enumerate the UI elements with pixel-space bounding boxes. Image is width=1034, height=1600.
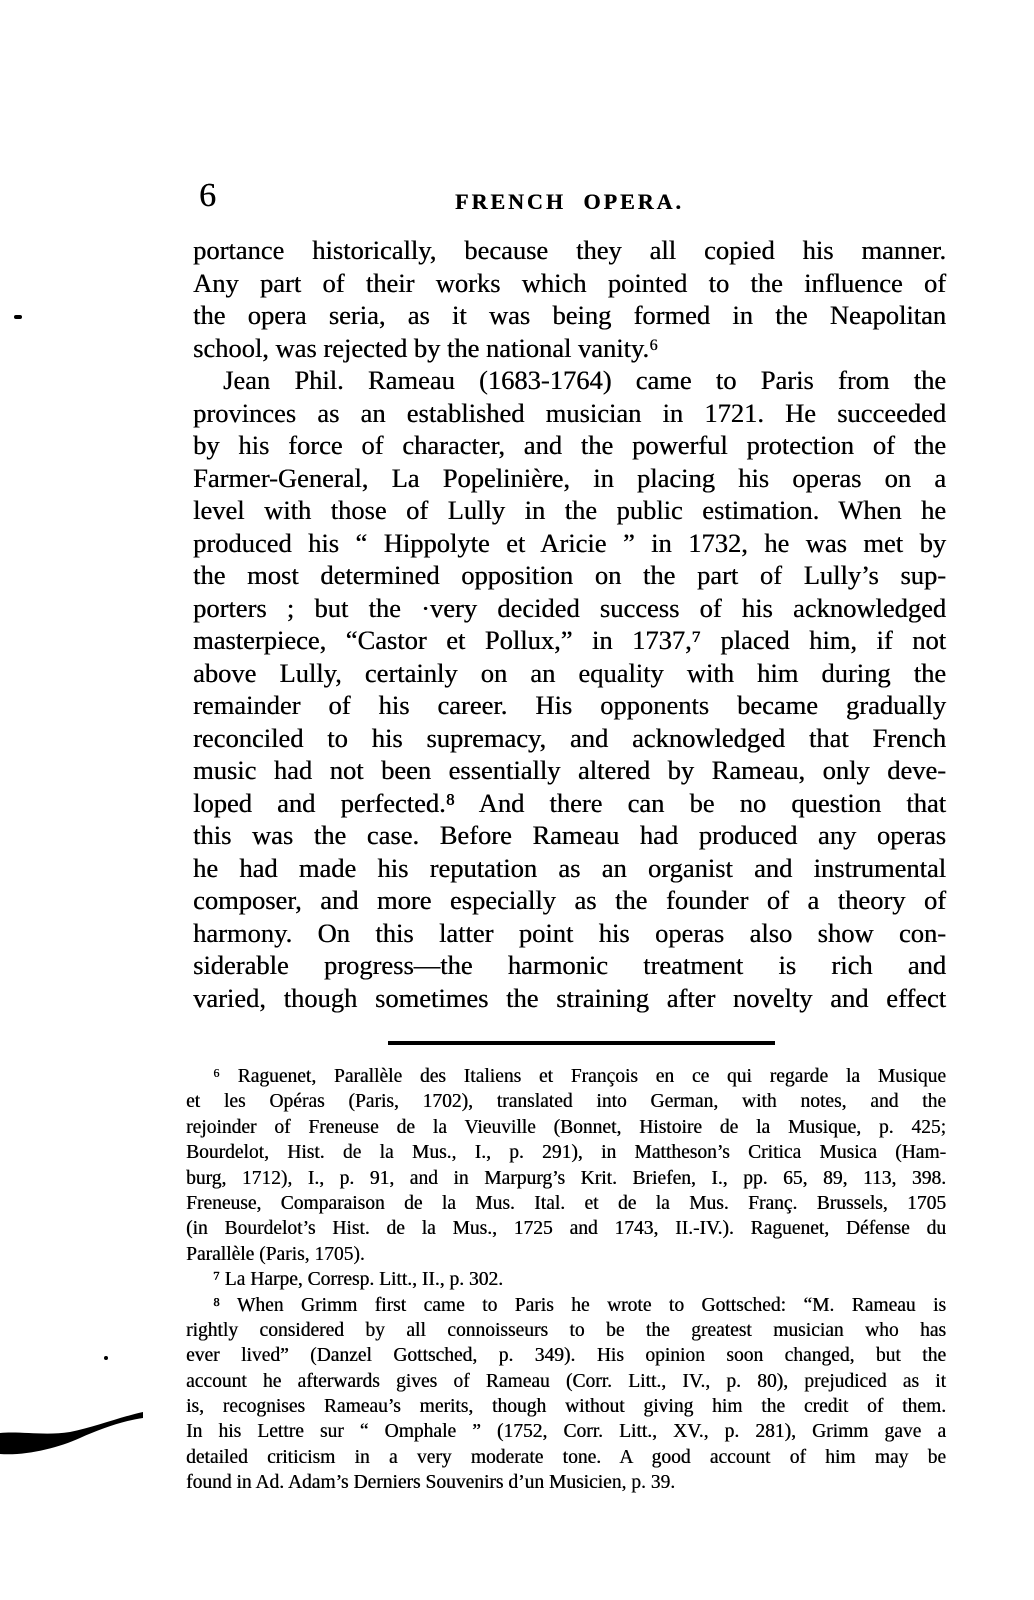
footnote-line: (in Bourdelot’s Hist. de la Mus., 1725 and 1743, II.-IV.). Raguenet, Défense du: [186, 1218, 946, 1240]
footnote-line: In his Lettre sur “ Omphale ” (1752, Corr. Litt., XV., p. 281), Grimm gave a: [186, 1421, 946, 1443]
body-text-line: produced his “ Hippolyte et Aricie ” in 1732, he was met by: [193, 527, 946, 558]
footnote-line: is, recognises Rameau’s merits, though without giving him the credit of them.: [186, 1396, 946, 1418]
running-title: FRENCH OPERA.: [455, 189, 684, 214]
page-number: 6: [199, 177, 216, 214]
body-text-line: siderable progress—the harmonic treatment is rich and: [193, 950, 946, 980]
body-text-line: Farmer-General, La Popelinière, in placing his operas on a: [193, 462, 946, 493]
footnote-line: rejoinder of Freneuse de la Vieuville (Bonnet, Histoire de la Musique, p. 425;: [186, 1116, 946, 1138]
ink-speck-artifact: [104, 1356, 108, 1360]
footnote-line: Parallèle (Paris, 1705).: [186, 1243, 365, 1265]
footnote-line: found in Ad. Adam’s Derniers Souvenirs d’un Musicien, p. 39.: [186, 1472, 676, 1494]
body-text-line: porters ; but the ·very decided success of his acknowledged: [193, 592, 946, 623]
body-text-line: by his force of character, and the powerful protection of the: [193, 430, 946, 460]
footnote-line: account he afterwards gives of Rameau (Corr. Litt., IV., p. 80), prejudiced as it: [186, 1370, 946, 1392]
body-text-line: the most determined opposition on the part of Lully’s sup-: [193, 560, 946, 590]
body-text-line: provinces as an established musician in 1721. He succeeded: [193, 397, 946, 428]
main-text-block: [193, 234, 946, 1014]
page-header: [193, 177, 946, 220]
body-text-line: loped and perfected.⁸ And there can be no question that: [193, 787, 946, 818]
footnote-line: Freneuse, Comparaison de la Mus. Ital. et de la Mus. Franç. Brussels, 1705: [186, 1192, 946, 1214]
body-text-line: level with those of Lully in the public estimation. When he: [193, 495, 946, 525]
body-text-line: Any part of their works which pointed to the influence of: [193, 267, 946, 298]
body-text-line: harmony. On this latter point his operas also show con-: [193, 917, 946, 948]
footnote-line: Bourdelot, Hist. de la Mus., I., p. 291), in Mattheson’s Critica Musica (Ham-: [186, 1142, 946, 1164]
body-text-line: above Lully, certainly on an equality with him during the: [193, 657, 946, 688]
body-text-line: varied, though sometimes the straining after novelty and effect: [193, 982, 946, 1013]
body-text-line: composer, and more especially as the founder of a theory of: [193, 885, 946, 915]
footnote-line: ever lived” (Danzel Gottsched, p. 349). His opinion soon changed, but the: [186, 1345, 946, 1367]
footnote-line: ⁸ When Grimm first came to Paris he wrote to Gottsched: “M. Rameau is: [213, 1294, 946, 1316]
body-text-line: remainder of his career. His opponents became gradually: [193, 690, 946, 720]
body-text-line: he had made his reputation as an organist and instrumental: [193, 852, 946, 883]
body-text-line: music had not been essentially altered by Rameau, only deve-: [193, 755, 946, 785]
body-text-line: school, was rejected by the national vanity.⁶: [193, 332, 659, 363]
ink-smudge-artifact: [0, 1405, 150, 1460]
body-text-line: reconciled to his supremacy, and acknowledged that French: [193, 722, 946, 753]
footnote-line: detailed criticism in a very moderate tone. A good account of him may be: [186, 1446, 946, 1468]
footnote-line: rightly considered by all connoisseurs to be the greatest musician who has: [186, 1319, 946, 1341]
footnote-line: et les Opéras (Paris, 1702), translated into German, with notes, and the: [186, 1091, 946, 1113]
body-text-line: masterpiece, “Castor et Pollux,” in 1737,⁷ placed him, if not: [193, 625, 946, 655]
footnotes-block: [186, 1064, 946, 1496]
ink-speck-artifact: [14, 315, 22, 319]
body-text-line: portance historically, because they all copied his manner.: [193, 235, 946, 265]
body-text-line: this was the case. Before Rameau had produced any operas: [193, 820, 946, 850]
footnote-separator-rule: [388, 1041, 775, 1045]
footnote-line: burg, 1712), I., p. 91, and in Marpurg’s Krit. Briefen, I., pp. 65, 89, 113, 398.: [186, 1167, 946, 1189]
body-text-line: Jean Phil. Rameau (1683-1764) came to Paris from the: [223, 365, 946, 395]
body-text-line: the opera seria, as it was being formed in the Neapolitan: [193, 300, 946, 330]
footnote-line: ⁶ Raguenet, Parallèle des Italiens et François en ce qui regarde la Musique: [213, 1066, 946, 1087]
footnote-line: ⁷ La Harpe, Corresp. Litt., II., p. 302.: [213, 1269, 504, 1291]
